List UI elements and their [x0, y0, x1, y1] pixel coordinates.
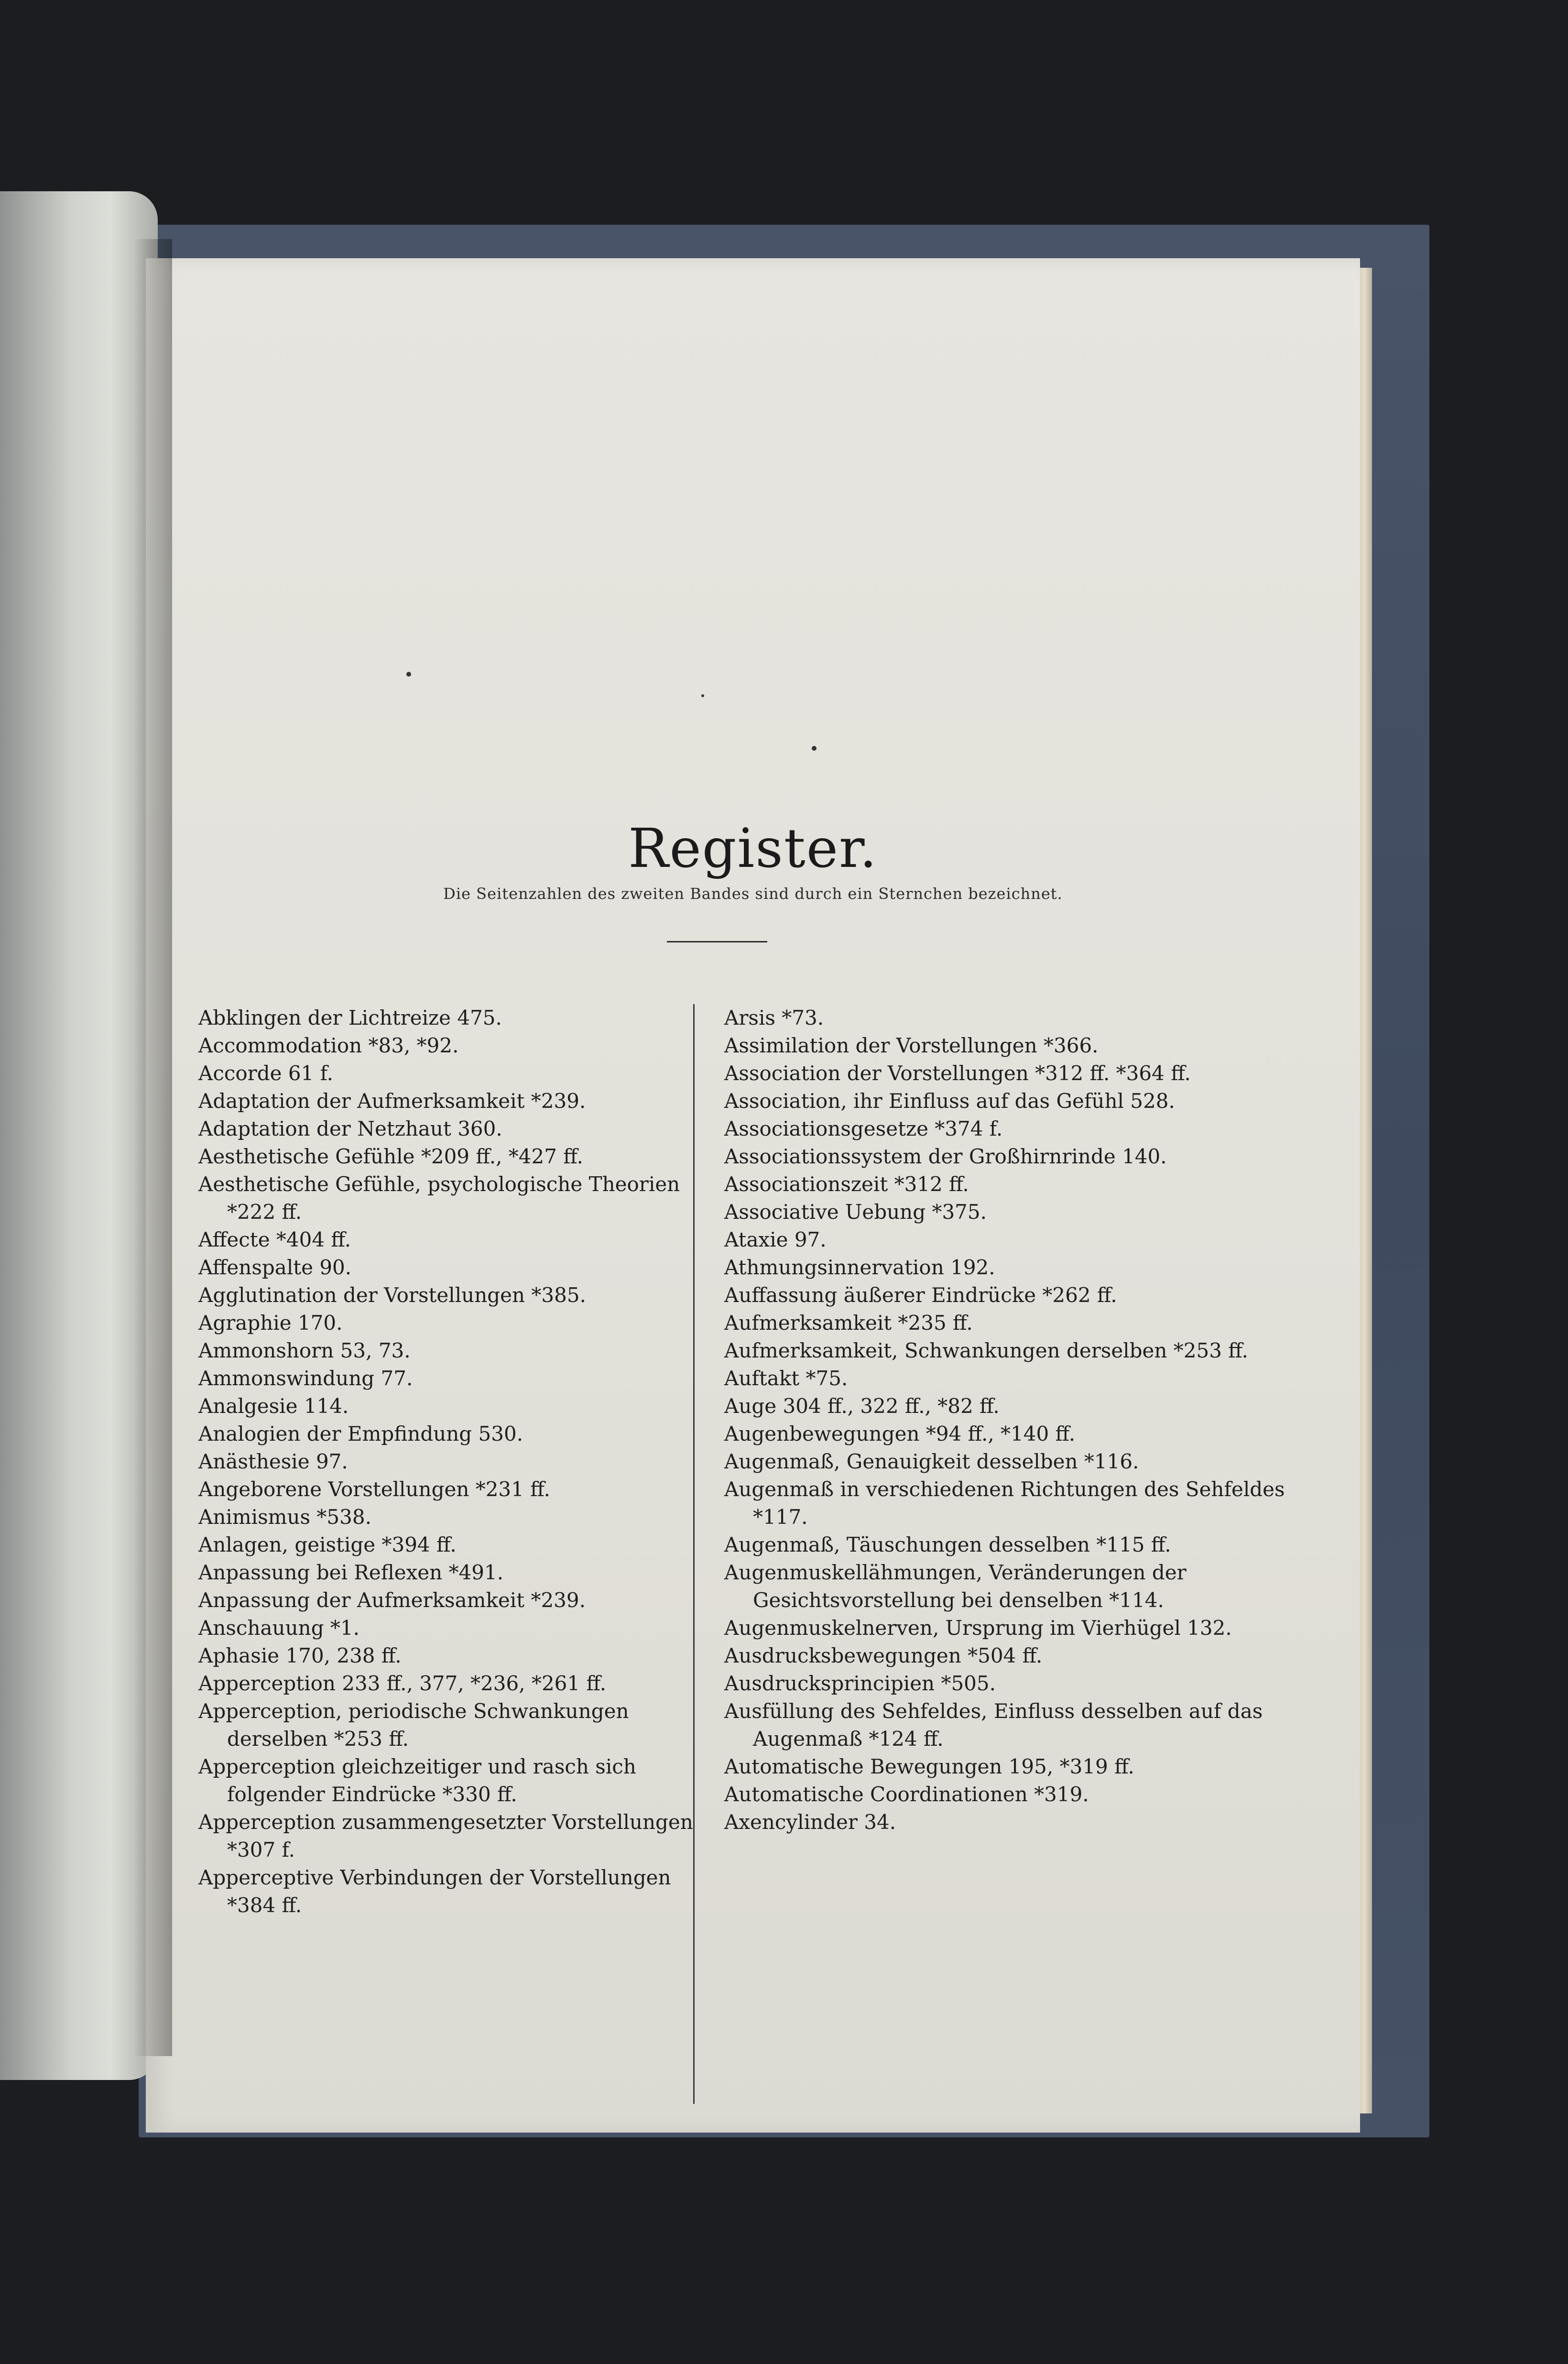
index-entry: Abklingen der Lichtreize 475.	[198, 1006, 502, 1029]
title-rule	[667, 941, 767, 942]
index-entry: Augenbewegungen *94 ff., *140 ff.	[724, 1422, 1076, 1445]
index-entry: Auge 304 ff., 322 ff., *82 ff.	[724, 1394, 1000, 1418]
page-subtitle: Die Seitenzahlen des zweiten Bandes sind durch ein Sternchen bezeichnet.	[443, 885, 1063, 903]
index-entry: Animismus *538.	[198, 1505, 371, 1529]
index-entry: Angeborene Vorstellungen *231 ff.	[198, 1478, 550, 1501]
index-entry: Augenmaß in verschiedenen Richtungen des Sehfeldes *117.	[724, 1478, 1285, 1529]
index-entry: Aufmerksamkeit, Schwankungen derselben *253 ff.	[724, 1339, 1248, 1362]
index-entry: Association, ihr Einfluss auf das Gefühl 528.	[724, 1089, 1175, 1113]
index-entry: Anschauung *1.	[198, 1616, 360, 1640]
index-entry: Anästhesie 97.	[198, 1450, 348, 1473]
index-entry: Arsis *73.	[724, 1006, 824, 1029]
ink-speck	[701, 694, 704, 697]
index-entry: Ausfüllung des Sehfeldes, Einfluss desselben auf das Augenmaß *124 ff.	[724, 1699, 1263, 1751]
ink-speck	[406, 672, 411, 677]
index-entry: Associationsgesetze *374 f.	[724, 1117, 1003, 1140]
index-entry: Anlagen, geistige *394 ff.	[198, 1533, 457, 1556]
index-entry: Apperception 233 ff., 377, *236, *261 ff.	[198, 1672, 607, 1695]
index-entry: Automatische Coordinationen *319.	[724, 1783, 1089, 1806]
index-entry: Aesthetische Gefühle, psychologische Theorien *222 ff.	[198, 1172, 680, 1224]
index-entry: Augenmuskelnerven, Ursprung im Vierhügel 132.	[724, 1616, 1232, 1640]
index-entry: Aphasie 170, 238 ff.	[198, 1644, 402, 1667]
index-entry: Anpassung der Aufmerksamkeit *239.	[198, 1588, 586, 1612]
index-entry: Ausdrucksprincipien *505.	[724, 1672, 996, 1695]
spine-shadow	[134, 239, 172, 2056]
index-entry: Apperception, periodische Schwankungen derselben *253 ff.	[198, 1699, 629, 1751]
index-entry: Athmungsinnervation 192.	[724, 1256, 995, 1279]
index-entry: Auftakt *75.	[724, 1367, 848, 1390]
index-entry: Augenmaß, Genauigkeit desselben *116.	[724, 1450, 1139, 1473]
index-entry: Ataxie 97.	[724, 1228, 827, 1251]
index-entry: Augenmaß, Täuschungen desselben *115 ff.	[724, 1533, 1171, 1556]
index-entry: Augenmuskellähmungen, Veränderungen der Gesichtsvorstellung bei denselben *114.	[724, 1561, 1187, 1612]
index-entry: Accommodation *83, *92.	[198, 1034, 459, 1057]
index-entry: Auffassung äußerer Eindrücke *262 ff.	[724, 1283, 1117, 1307]
index-entry: Adaptation der Aufmerksamkeit *239.	[198, 1089, 586, 1113]
index-entry: Accorde 61 f.	[198, 1062, 334, 1085]
index-entry: Ausdrucksbewegungen *504 ff.	[724, 1644, 1043, 1667]
index-entry: Ammonshorn 53, 73.	[198, 1339, 411, 1362]
index-entry: Association der Vorstellungen *312 ff. *364 ff.	[724, 1062, 1191, 1085]
index-entry: Adaptation der Netzhaut 360.	[198, 1117, 502, 1140]
index-entry: Axencylinder 34.	[724, 1810, 896, 1834]
index-page	[146, 258, 1360, 2133]
index-entry: Associationszeit *312 ff.	[724, 1172, 969, 1196]
index-entry: Affenspalte 90.	[198, 1256, 352, 1279]
index-entry: Associative Uebung *375.	[724, 1200, 987, 1224]
ink-speck	[812, 746, 817, 751]
index-entry: Associationssystem der Großhirnrinde 140.	[724, 1145, 1167, 1168]
page-title: Register.	[628, 818, 878, 880]
index-entry: Analgesie 114.	[198, 1394, 349, 1418]
index-entry: Analogien der Empfindung 530.	[198, 1422, 523, 1445]
index-entry: Assimilation der Vorstellungen *366.	[724, 1034, 1099, 1057]
index-column-right	[724, 1004, 1317, 1836]
index-entry: Apperception zusammengesetzter Vorstellungen *307 f.	[198, 1810, 693, 1861]
index-entry: Ammonswindung 77.	[198, 1367, 413, 1390]
index-entry: Apperceptive Verbindungen der Vorstellungen *384 ff.	[198, 1866, 671, 1917]
column-divider	[693, 1004, 695, 2104]
index-entry: Affecte *404 ff.	[198, 1228, 351, 1251]
index-entry: Automatische Bewegungen 195, *319 ff.	[724, 1755, 1134, 1778]
index-entry: Anpassung bei Reflexen *491.	[198, 1561, 504, 1584]
index-entry: Aesthetische Gefühle *209 ff., *427 ff.	[198, 1145, 583, 1168]
index-entry: Apperception gleichzeitiger und rasch sich folgender Eindrücke *330 ff.	[198, 1755, 636, 1806]
index-entry: Agraphie 170.	[198, 1311, 343, 1335]
index-entry: Agglutination der Vorstellungen *385.	[198, 1283, 586, 1307]
index-column-left	[198, 1004, 715, 1919]
index-entry: Aufmerksamkeit *235 ff.	[724, 1311, 973, 1335]
